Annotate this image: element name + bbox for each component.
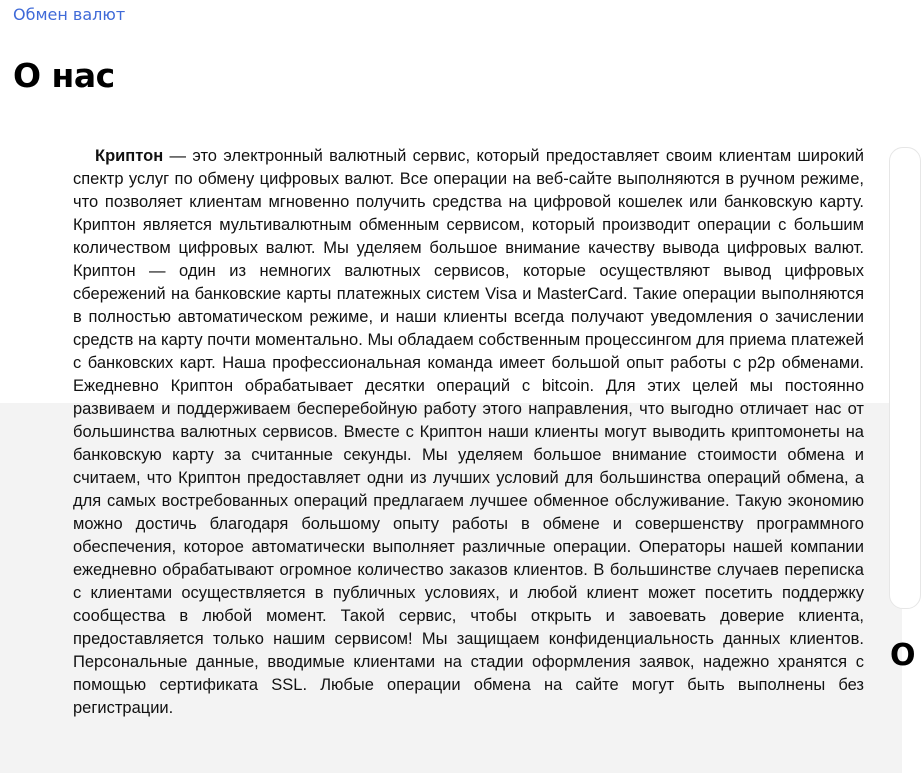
- breadcrumb-link-currency-exchange[interactable]: Обмен валют: [13, 5, 126, 24]
- about-text: [73, 145, 864, 720]
- side-heading-fragment: О: [890, 638, 916, 673]
- side-panel: [889, 147, 921, 609]
- page-title: О нас: [13, 56, 115, 95]
- brand-name: Криптон: [95, 147, 164, 165]
- about-body: — это электронный валютный сервис, который предоставляет своим клиентам широкий спектр услуг по обмену цифровых валют. Все операции на веб-сайте выполняются в ручном режиме, что позволяет клиентам мгновенно получить средства на цифровой кошелек или банковскую карту. Криптон является мультивалютным обменным сервисом, который производит операции с большим количеством цифровых валют. Мы уделяем большое внимание качеству вывода цифровых валют. Криптон — один из немногих валютных сервисов, которые осуществляют вывод цифровых сбережений на банковские карты платежных систем Visa и MasterCard. Такие операции выполняются в полностью автоматическом режиме, и наши клиенты всегда получают уведомления о зачислении средств на карту почти моментально. Мы обладаем собственным процессингом для приема платежей с банковских карт. Наша профессиональная команда имеет большой опыт работы с p2p обменами. Ежедневно Криптон обрабатывает десятки операций с bitcoin. Для этих целей мы постоянно развиваем и поддерживаем бесперебойную работу этого направления, что выгодно отличает нас от большинства валютных сервисов. Вместе с Криптон наши клиенты могут выводить криптомонеты на банковскую карту за считанные секунды. Мы уделяем большое внимание стоимости обмена и считаем, что Криптон предоставляет одни из лучших условий для большинства операций обмена, а для самых востребованных операций предлагаем лучшее обменное обслуживание. Такую экономию можно достичь благодаря большому опыту работы в обмене и совершенству программного обеспечения, которое автоматически выполняет различные операции. Операторы нашей компании ежедневно обрабатывают огромное количество заказов клиентов. В большинстве случаев переписка с клиентами осуществляется в публичных условиях, и любой клиент может посетить поддержку сообщества в любой момент. Такой сервис, чтобы открыть и завоевать доверие клиента, предоставляется только нашим сервисом! Мы защищаем конфиденциальность данных клиентов. Персональные данные, вводимые клиентами на стадии оформления заявок, надежно хранятся с помощью сертификата SSL. Любые операции обмена на сайте могут быть выполнены без регистрации.: [73, 147, 864, 717]
